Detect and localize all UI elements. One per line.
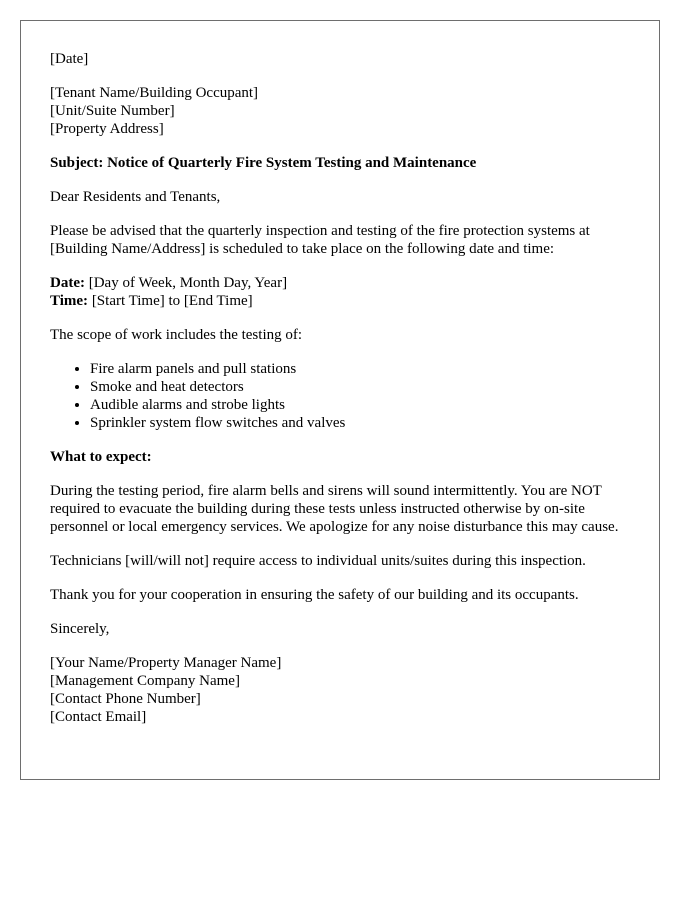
schedule-date-label: Date: [50,275,85,291]
scope-list-item: • Fire alarm panels and pull stations [90,360,640,378]
expect-heading: What to expect: [50,449,152,465]
letter-date: [Date] [50,51,89,67]
scope-intro: The scope of work includes the testing of: [50,327,303,343]
access-note: Technicians [will/will not] require access to individual units/suites during this inspection. [50,553,586,569]
closing: Sincerely, [50,621,110,637]
scope-list-item: • Audible alarms and strobe lights [90,396,640,414]
recipient-block [50,84,640,138]
signature-phone: [Contact Phone Number] [50,691,201,707]
expect-heading-line [50,448,640,466]
schedule-date-line [50,274,640,292]
scope-list-item: • Sprinkler system flow switches and valves [90,414,640,432]
signature-name: [Your Name/Property Manager Name] [50,655,282,671]
scope-list-item: • Smoke and heat detectors [90,378,640,396]
signature-company: [Management Company Name] [50,673,240,689]
recipient-unit: [Unit/Suite Number] [50,103,175,119]
schedule-date-value: [Day of Week, Month Day, Year] [84,275,288,291]
expect-paragraph: During the testing period, fire alarm bells and sirens will sound intermittently. You are NOT required to evacuate the building during these tests unless instructed otherwise by on-site personnel or local emergency services. We apologize for any noise disturbance this may cause. [50,483,619,535]
subject-line [50,154,640,172]
recipient-name: [Tenant Name/Building Occupant] [50,85,259,101]
schedule-time-line [50,292,640,310]
thanks-paragraph: Thank you for your cooperation in ensuring the safety of our building and its occupants. [50,587,579,603]
scope-list [50,360,640,432]
signature-block [50,654,640,726]
subject-text: Subject: Notice of Quarterly Fire System Testing and Maintenance [50,155,477,171]
salutation: Dear Residents and Tenants, [50,189,221,205]
letter-content [50,50,640,742]
signature-email: [Contact Email] [50,709,147,725]
intro-paragraph: Please be advised that the quarterly inspection and testing of the fire protection systems at [Building Name/Address] is scheduled to take place on the following date and time: [50,223,590,257]
schedule-time-label: Time: [50,293,89,309]
schedule-block [50,274,640,310]
schedule-time-value: [Start Time] to [End Time] [88,293,253,309]
recipient-address: [Property Address] [50,121,164,137]
letter-frame [20,20,660,780]
